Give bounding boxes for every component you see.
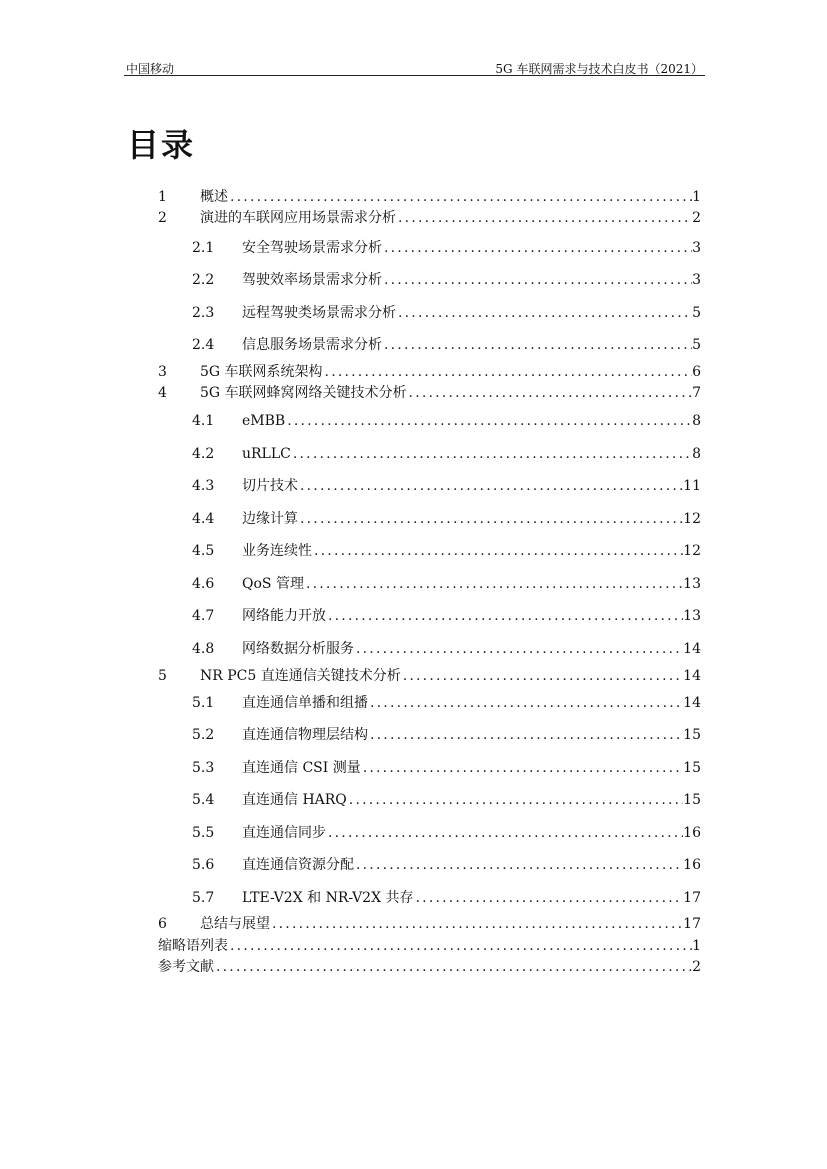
toc-dot-leader bbox=[347, 791, 683, 809]
toc-entry-page: 14 bbox=[683, 695, 701, 711]
toc-entry-title: 安全驾驶场景需求分析 bbox=[242, 240, 382, 256]
toc-entry[interactable] bbox=[158, 361, 701, 381]
toc-entry-number: 4.7 bbox=[192, 608, 215, 624]
toc-entry[interactable] bbox=[158, 887, 701, 907]
toc-entry-page: 11 bbox=[683, 478, 701, 494]
toc-entry[interactable] bbox=[158, 724, 701, 744]
toc-entry[interactable] bbox=[158, 302, 701, 322]
toc-entry[interactable] bbox=[158, 605, 701, 625]
toc-dot-leader bbox=[228, 937, 692, 955]
toc-entry-number: 5.5 bbox=[192, 825, 215, 841]
toc-entry[interactable] bbox=[158, 508, 701, 528]
toc-dot-leader bbox=[396, 304, 692, 322]
toc-entry-number: 5.1 bbox=[192, 695, 215, 711]
toc-entry-page: 14 bbox=[683, 641, 701, 657]
toc-entry-page: 15 bbox=[683, 727, 701, 743]
toc-entry-title: 直连通信资源分配 bbox=[242, 857, 354, 873]
toc-entry[interactable] bbox=[158, 573, 701, 593]
toc-entry[interactable] bbox=[158, 186, 701, 206]
toc-entry-title: 信息服务场景需求分析 bbox=[242, 337, 382, 353]
toc-entry-page: 3 bbox=[692, 240, 701, 256]
toc-entry-title: 概述 bbox=[200, 189, 228, 205]
toc-entry-page: 5 bbox=[692, 305, 701, 321]
toc-dot-leader bbox=[298, 477, 683, 495]
toc-dot-leader bbox=[298, 510, 683, 528]
toc-entry-title: 参考文献 bbox=[158, 959, 214, 975]
toc-dot-leader bbox=[382, 336, 692, 354]
toc-entry[interactable] bbox=[158, 237, 701, 257]
toc-dot-leader bbox=[354, 640, 683, 658]
toc-dot-leader bbox=[407, 384, 693, 402]
header-right-text: 5G 车联网需求与技术白皮书（2021） bbox=[495, 62, 703, 76]
toc-entry-title: 演进的车联网应用场景需求分析 bbox=[200, 210, 396, 226]
toc-dot-leader bbox=[326, 607, 683, 625]
toc-entry-number: 4 bbox=[158, 385, 167, 401]
toc-entry-page: 14 bbox=[683, 668, 701, 684]
toc-entry-page: 1 bbox=[692, 189, 701, 205]
toc-entry[interactable] bbox=[158, 757, 701, 777]
toc-entry[interactable] bbox=[158, 935, 701, 955]
toc-entry-title: 直连通信 HARQ bbox=[242, 792, 347, 808]
toc-entry[interactable] bbox=[158, 334, 701, 354]
toc-dot-leader bbox=[401, 667, 683, 685]
toc-dot-leader bbox=[214, 958, 692, 976]
toc-entry[interactable] bbox=[158, 913, 701, 933]
toc-entry-page: 13 bbox=[683, 576, 701, 592]
toc-entry-title: 边缘计算 bbox=[242, 511, 298, 527]
toc-entry-number: 5.4 bbox=[192, 792, 215, 808]
toc-entry-page: 6 bbox=[692, 364, 701, 380]
toc-entry-page: 7 bbox=[692, 385, 701, 401]
toc-dot-leader bbox=[368, 726, 683, 744]
toc-entry-number: 4.3 bbox=[192, 478, 215, 494]
header-left-text: 中国移动 bbox=[126, 62, 175, 76]
toc-dot-leader bbox=[382, 239, 692, 257]
toc-dot-leader bbox=[291, 445, 692, 463]
toc-entry[interactable] bbox=[158, 540, 701, 560]
toc-dot-leader bbox=[304, 575, 683, 593]
toc-entry-page: 17 bbox=[683, 916, 701, 932]
toc-entry-page: 15 bbox=[683, 792, 701, 808]
toc-dot-leader bbox=[285, 412, 692, 430]
toc-dot-leader bbox=[323, 363, 693, 381]
toc-dot-leader bbox=[361, 759, 683, 777]
toc-entry-title: 总结与展望 bbox=[200, 916, 270, 932]
toc-entry-page: 15 bbox=[683, 760, 701, 776]
toc-entry-page: 2 bbox=[692, 210, 701, 226]
toc-entry-number: 4.1 bbox=[192, 413, 215, 429]
toc-entry-page: 8 bbox=[692, 446, 701, 462]
toc-dot-leader bbox=[354, 856, 683, 874]
toc-entry-page: 12 bbox=[683, 543, 701, 559]
toc-dot-leader bbox=[326, 824, 683, 842]
toc-entry-page: 8 bbox=[692, 413, 701, 429]
toc-entry-number: 2.4 bbox=[192, 337, 215, 353]
toc-entry-title: QoS 管理 bbox=[242, 576, 304, 592]
toc-entry-title: 缩略语列表 bbox=[158, 938, 228, 954]
toc-entry-page: 2 bbox=[692, 959, 701, 975]
toc-entry-title: LTE-V2X 和 NR-V2X 共存 bbox=[242, 890, 414, 906]
toc-entry[interactable] bbox=[158, 269, 701, 289]
toc-entry-title: 直连通信单播和组播 bbox=[242, 695, 368, 711]
toc-entry-page: 5 bbox=[692, 337, 701, 353]
toc-dot-leader bbox=[228, 188, 692, 206]
toc-entry-number: 5 bbox=[158, 668, 167, 684]
toc-entry-title: eMBB bbox=[242, 413, 286, 429]
toc-entry-number: 2.3 bbox=[192, 305, 215, 321]
toc-entry-page: 16 bbox=[683, 825, 701, 841]
toc-entry[interactable] bbox=[158, 638, 701, 658]
header-divider bbox=[124, 75, 705, 76]
toc-entry-title: 远程驾驶类场景需求分析 bbox=[242, 305, 396, 321]
toc-entry[interactable] bbox=[158, 382, 701, 402]
toc-entry-page: 12 bbox=[683, 511, 701, 527]
toc-entry-page: 1 bbox=[692, 938, 701, 954]
toc-entry-number: 6 bbox=[158, 916, 167, 932]
toc-entry-page: 16 bbox=[683, 857, 701, 873]
toc-entry-title: 网络数据分析服务 bbox=[242, 641, 354, 657]
toc-entry-title: 网络能力开放 bbox=[242, 608, 326, 624]
toc-entry-title: 直连通信 CSI 测量 bbox=[242, 760, 361, 776]
page-title: 目录 bbox=[127, 126, 196, 164]
toc-dot-leader bbox=[312, 542, 683, 560]
toc-entry-number: 3 bbox=[158, 364, 167, 380]
toc-entry-page: 17 bbox=[683, 890, 701, 906]
toc-dot-leader bbox=[396, 209, 692, 227]
toc-entry-number: 4.5 bbox=[192, 543, 215, 559]
toc-entry-number: 4.8 bbox=[192, 641, 215, 657]
toc-dot-leader bbox=[270, 915, 683, 933]
toc-entry-number: 4.2 bbox=[192, 446, 215, 462]
toc-entry-number: 2.1 bbox=[192, 240, 215, 256]
toc-dot-leader bbox=[414, 889, 684, 907]
toc-entry[interactable] bbox=[158, 822, 701, 842]
toc-entry-number: 4.6 bbox=[192, 576, 215, 592]
toc-entry-number: 1 bbox=[158, 189, 167, 205]
toc-entry[interactable] bbox=[158, 956, 701, 976]
toc-entry-number: 2.2 bbox=[192, 272, 215, 288]
toc-entry-number: 4.4 bbox=[192, 511, 215, 527]
toc-entry[interactable] bbox=[158, 207, 701, 227]
toc-entry-title: 业务连续性 bbox=[242, 543, 312, 559]
toc-entry-page: 3 bbox=[692, 272, 701, 288]
toc-entry[interactable] bbox=[158, 854, 701, 874]
toc-entry-number: 5.3 bbox=[192, 760, 215, 776]
toc-entry[interactable] bbox=[158, 475, 701, 495]
toc-entry-number: 2 bbox=[158, 210, 167, 226]
toc-entry[interactable] bbox=[158, 692, 701, 712]
toc-entry-page: 13 bbox=[683, 608, 701, 624]
toc-entry[interactable] bbox=[158, 410, 701, 430]
toc-entry[interactable] bbox=[158, 789, 701, 809]
toc-entry-title: 直连通信物理层结构 bbox=[242, 727, 368, 743]
toc-entry[interactable] bbox=[158, 665, 701, 685]
toc-entry[interactable] bbox=[158, 443, 701, 463]
toc-entry-title: NR PC5 直连通信关键技术分析 bbox=[200, 668, 401, 684]
toc-entry-title: 切片技术 bbox=[242, 478, 298, 494]
toc-entry-title: 驾驶效率场景需求分析 bbox=[242, 272, 382, 288]
toc-entry-number: 5.7 bbox=[192, 890, 215, 906]
toc-dot-leader bbox=[382, 271, 692, 289]
toc-entry-title: 5G 车联网系统架构 bbox=[200, 364, 323, 380]
toc-entry-title: uRLLC bbox=[242, 446, 291, 462]
toc-entry-title: 5G 车联网蜂窝网络关键技术分析 bbox=[200, 385, 407, 401]
toc-dot-leader bbox=[368, 694, 683, 712]
toc-entry-number: 5.2 bbox=[192, 727, 215, 743]
toc-entry-number: 5.6 bbox=[192, 857, 215, 873]
toc-entry-title: 直连通信同步 bbox=[242, 825, 326, 841]
